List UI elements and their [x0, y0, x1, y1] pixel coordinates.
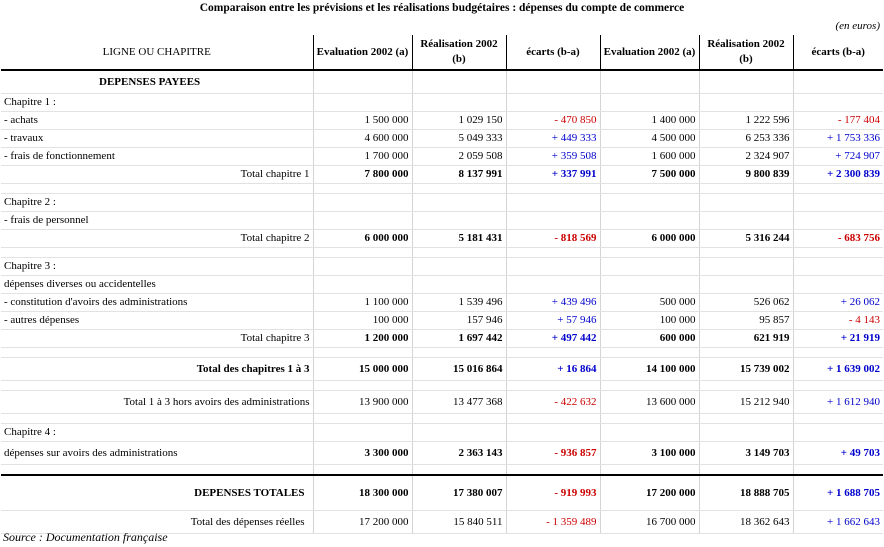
cell-eval-1: 1 100 000 [313, 294, 412, 312]
table-row [1, 112, 883, 130]
total-real-1: 1 697 442 [412, 330, 506, 348]
total-ecart-2: + 1 662 643 [793, 511, 883, 534]
total-ecart-2: - 683 756 [793, 230, 883, 248]
cell-real-2: 1 222 596 [699, 112, 793, 130]
total-eval-1: 7 800 000 [313, 166, 412, 184]
total-ecart-2: + 21 919 [793, 330, 883, 348]
cell-ecart-1: - 470 850 [506, 112, 600, 130]
total-eval-2: 7 500 000 [600, 166, 699, 184]
total-ecart-1: - 919 993 [506, 475, 600, 511]
header-eval-2: Evaluation 2002 (a) [600, 35, 699, 70]
cell-eval-1: 1 500 000 [313, 112, 412, 130]
total-label: Total chapitre 3 [1, 330, 313, 348]
cell-eval-2: 3 100 000 [600, 442, 699, 465]
chapter-4-title: Chapitre 4 : [1, 424, 313, 442]
cell-ecart-1: + 439 496 [506, 294, 600, 312]
total-real-1: 8 137 991 [412, 166, 506, 184]
table-row [1, 148, 883, 166]
total-eval-1: 13 900 000 [313, 391, 412, 414]
cell-ecart-1: + 57 946 [506, 312, 600, 330]
total-eval-1: 1 200 000 [313, 330, 412, 348]
table-row [1, 442, 883, 465]
cell-real-2: 6 253 336 [699, 130, 793, 148]
total-real-2: 9 800 839 [699, 166, 793, 184]
cell-ecart-2: + 1 753 336 [793, 130, 883, 148]
total-real-2: 15 739 002 [699, 358, 793, 381]
chapter-title-row [1, 258, 883, 276]
cell-eval-2: 100 000 [600, 312, 699, 330]
cell-eval-2: 1 600 000 [600, 148, 699, 166]
row-label: - travaux [1, 130, 313, 148]
page-title: Comparaison entre les prévisions et les réalisations budgétaires : dépenses du compte de commerce [199, 2, 685, 14]
total-ecart-1: + 497 442 [506, 330, 600, 348]
cell-eval-1: 1 700 000 [313, 148, 412, 166]
total-real-1: 13 477 368 [412, 391, 506, 414]
total-eval-1: 15 000 000 [313, 358, 412, 381]
total-ecart-1: - 422 632 [506, 391, 600, 414]
table-row [1, 212, 883, 230]
budget-table [1, 35, 883, 534]
total-real-2: 15 212 940 [699, 391, 793, 414]
cell-eval-1: 100 000 [313, 312, 412, 330]
total-real-2: 18 888 705 [699, 475, 793, 511]
header-row [1, 35, 883, 70]
header-real-1: Réalisation 2002 (b) [412, 35, 506, 70]
total-ecart-1: + 337 991 [506, 166, 600, 184]
cell-ecart-2: - 177 404 [793, 112, 883, 130]
source-note: Source : Documentation française [3, 530, 168, 544]
cell-real-1: 5 049 333 [412, 130, 506, 148]
total-real-2: 621 919 [699, 330, 793, 348]
cell-ecart-2: - 4 143 [793, 312, 883, 330]
row-label: - constitution d'avoirs des administrations [1, 294, 313, 312]
cell-real-1: 1 539 496 [412, 294, 506, 312]
section-title: DEPENSES PAYEES [1, 70, 313, 94]
total-eval-2: 600 000 [600, 330, 699, 348]
total-eval-2: 16 700 000 [600, 511, 699, 534]
cell-real-1: 1 029 150 [412, 112, 506, 130]
total-real-1: 5 181 431 [412, 230, 506, 248]
row-label: dépenses sur avoirs des administrations [1, 442, 313, 465]
spacer-row [1, 184, 883, 194]
row-label: - achats [1, 112, 313, 130]
chapter-2-title: Chapitre 2 : [1, 194, 313, 212]
chapter-1-title: Chapitre 1 : [1, 94, 313, 112]
total-label: Total chapitre 2 [1, 230, 313, 248]
total-real-2: 18 362 643 [699, 511, 793, 534]
unit-note: (en euros) [835, 20, 880, 32]
total-eval-1: 17 200 000 [313, 511, 412, 534]
total-row-chapter-1 [1, 166, 883, 184]
total-label: DEPENSES TOTALES [1, 475, 313, 511]
cell-eval-2: 4 500 000 [600, 130, 699, 148]
table-row [1, 312, 883, 330]
row-label: dépenses diverses ou accidentelles [1, 276, 313, 294]
cell-real-1: 2 059 508 [412, 148, 506, 166]
cell-real-2: 3 149 703 [699, 442, 793, 465]
total-row-chapter-3 [1, 330, 883, 348]
total-ecart-1: - 818 569 [506, 230, 600, 248]
total-label: Total chapitre 1 [1, 166, 313, 184]
total-eval-2: 17 200 000 [600, 475, 699, 511]
spacer-row [1, 248, 883, 258]
spacer-row [1, 348, 883, 358]
cell-eval-1: 4 600 000 [313, 130, 412, 148]
header-ecart-2: écarts (b-a) [793, 35, 883, 70]
cell-real-2: 95 857 [699, 312, 793, 330]
total-ecart-2: + 2 300 839 [793, 166, 883, 184]
spacer-row [1, 414, 883, 424]
table-row [1, 276, 883, 294]
total-row-chapters-1-3 [1, 358, 883, 381]
total-label: Total des dépenses réelles [1, 511, 313, 534]
chapter-title-row [1, 194, 883, 212]
cell-ecart-2: + 49 703 [793, 442, 883, 465]
cell-eval-1: 3 300 000 [313, 442, 412, 465]
total-row-hors-avoirs [1, 391, 883, 414]
total-eval-2: 13 600 000 [600, 391, 699, 414]
section-row [1, 70, 883, 94]
header-real-2: Réalisation 2002 (b) [699, 35, 793, 70]
cell-ecart-1: - 936 857 [506, 442, 600, 465]
total-eval-2: 14 100 000 [600, 358, 699, 381]
cell-eval-2: 500 000 [600, 294, 699, 312]
cell-ecart-2: + 724 907 [793, 148, 883, 166]
chapter-title-row [1, 424, 883, 442]
cell-ecart-1: + 449 333 [506, 130, 600, 148]
total-real-2: 5 316 244 [699, 230, 793, 248]
total-row-chapter-2 [1, 230, 883, 248]
total-ecart-2: + 1 612 940 [793, 391, 883, 414]
cell-ecart-2: + 26 062 [793, 294, 883, 312]
cell-real-1: 157 946 [412, 312, 506, 330]
header-ecart-1: écarts (b-a) [506, 35, 600, 70]
table-row [1, 130, 883, 148]
table-row [1, 294, 883, 312]
total-real-1: 15 016 864 [412, 358, 506, 381]
cell-real-2: 2 324 907 [699, 148, 793, 166]
total-real-1: 15 840 511 [412, 511, 506, 534]
cell-real-2: 526 062 [699, 294, 793, 312]
total-label: Total 1 à 3 hors avoirs des administrations [1, 391, 313, 414]
row-label: - autres dépenses [1, 312, 313, 330]
total-eval-1: 18 300 000 [313, 475, 412, 511]
total-ecart-1: - 1 359 489 [506, 511, 600, 534]
total-ecart-2: + 1 688 705 [793, 475, 883, 511]
header-eval-1: Evaluation 2002 (a) [313, 35, 412, 70]
chapter-title-row [1, 94, 883, 112]
spacer-row [1, 381, 883, 391]
total-real-1: 17 380 007 [412, 475, 506, 511]
spacer-row [1, 465, 883, 476]
total-ecart-1: + 16 864 [506, 358, 600, 381]
total-eval-1: 6 000 000 [313, 230, 412, 248]
total-ecart-2: + 1 639 002 [793, 358, 883, 381]
cell-ecart-1: + 359 508 [506, 148, 600, 166]
header-line: LIGNE OU CHAPITRE [1, 35, 313, 70]
total-eval-2: 6 000 000 [600, 230, 699, 248]
row-label: - frais de personnel [1, 212, 313, 230]
cell-real-1: 2 363 143 [412, 442, 506, 465]
chapter-3-title: Chapitre 3 : [1, 258, 313, 276]
grand-total-row [1, 475, 883, 511]
row-label: - frais de fonctionnement [1, 148, 313, 166]
cell-eval-2: 1 400 000 [600, 112, 699, 130]
total-label: Total des chapitres 1 à 3 [1, 358, 313, 381]
